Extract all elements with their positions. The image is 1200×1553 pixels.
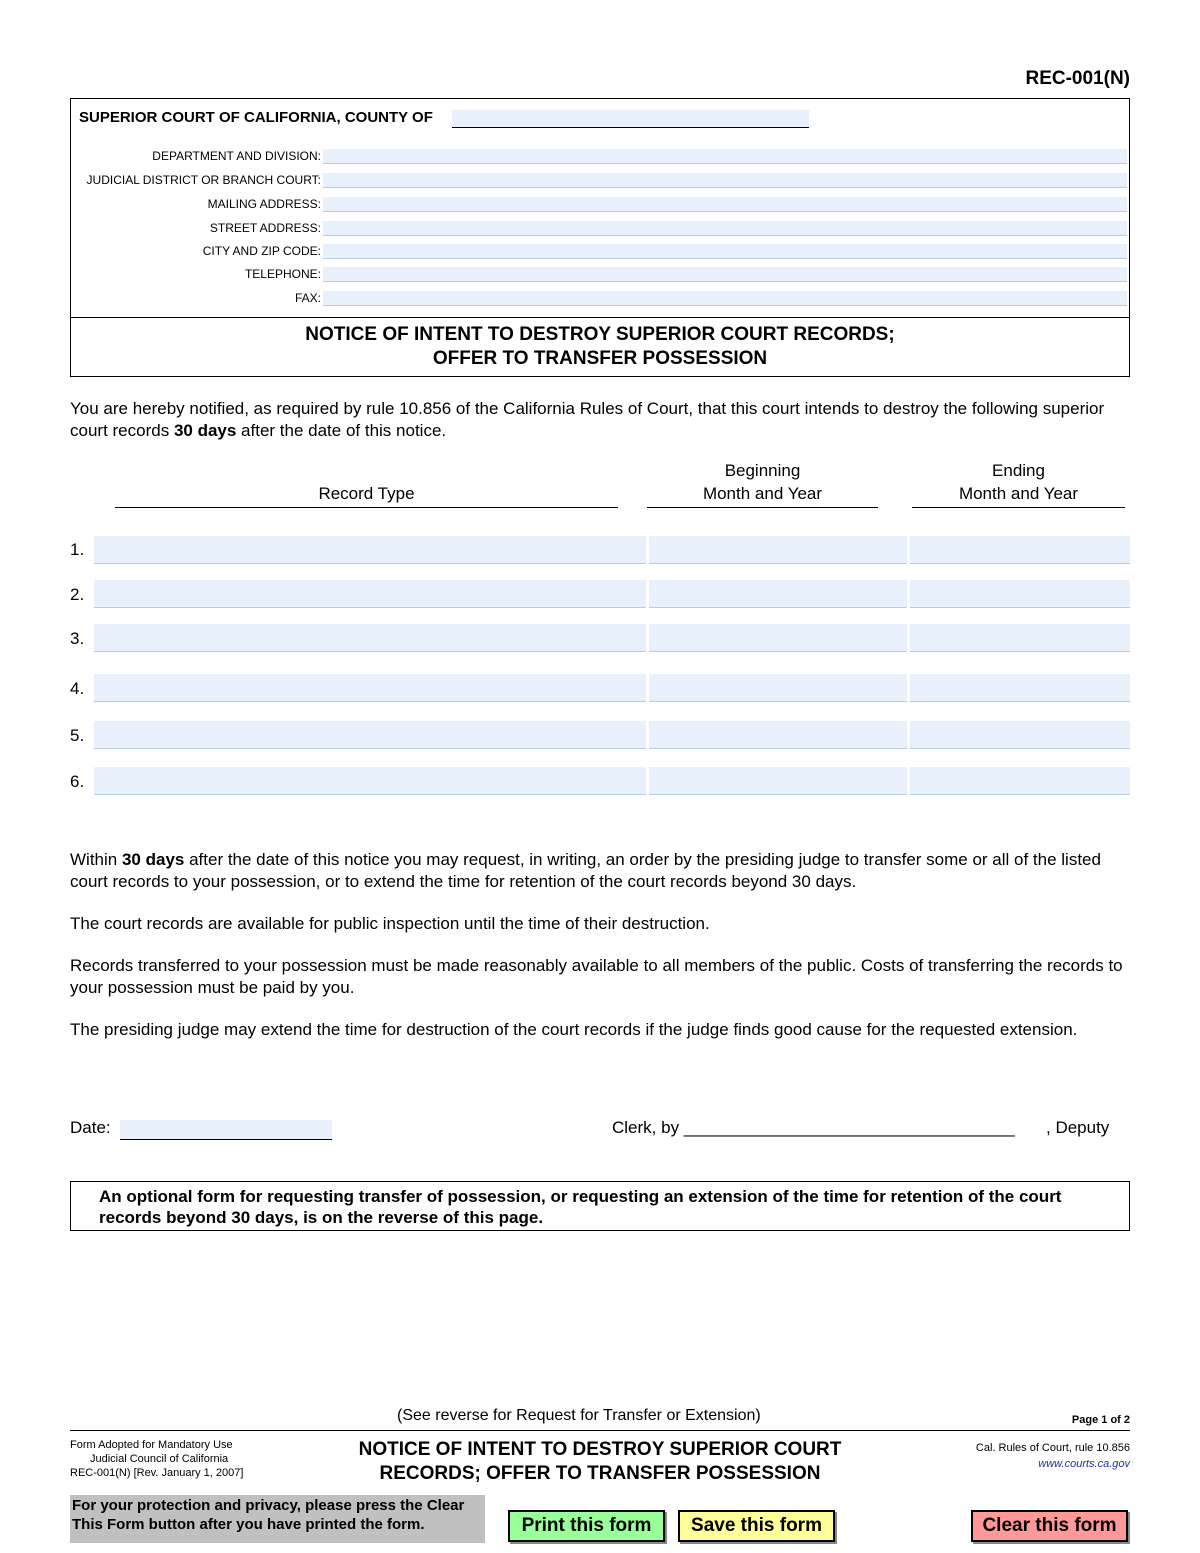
footer-title	[300, 1438, 900, 1486]
within-after: after the date of this notice you may request, in writing, an order by the presiding judge to transfer some or all of the listed court records to your possession, or to extend the time for retention of the court records beyond 30 days.	[70, 850, 1101, 891]
ending-date-field[interactable]	[910, 624, 1130, 652]
date-label: Date:	[70, 1118, 111, 1137]
street-address-field[interactable]	[323, 221, 1127, 236]
footer-divider	[70, 1430, 1130, 1431]
row-number: 4.	[70, 679, 85, 698]
row-number: 6.	[70, 772, 85, 791]
inspection-paragraph: The court records are available for public inspection until the time of their destruction.	[70, 914, 710, 933]
row-number: 5.	[70, 726, 85, 745]
ending-header-line	[912, 507, 1125, 508]
fax-label: FAX:	[294, 291, 321, 305]
telephone-label: TELEPHONE:	[244, 267, 321, 281]
beginning-date-field[interactable]	[649, 767, 907, 795]
city-zip-label: CITY AND ZIP CODE:	[202, 244, 321, 258]
branch-court-field[interactable]	[323, 173, 1127, 188]
fax-row	[71, 291, 1129, 307]
mailing-address-field[interactable]	[323, 197, 1127, 212]
record-row	[70, 580, 1130, 608]
extension-paragraph: The presiding judge may extend the time for destruction of the court records if the judge finds good cause for the requested extension.	[70, 1020, 1078, 1039]
print-form-button[interactable]: Print this form	[508, 1510, 665, 1542]
rule-citation: Cal. Rules of Court, rule 10.856	[975, 1442, 1130, 1454]
clerk-signature-line: Clerk, by ___________________________________	[612, 1118, 1015, 1137]
optional-form-notice-box	[70, 1181, 1130, 1231]
save-form-button[interactable]: Save this form	[678, 1510, 835, 1542]
document-title-line1: NOTICE OF INTENT TO DESTROY SUPERIOR COURT RECORDS;	[305, 324, 895, 345]
footer-title-line1: NOTICE OF INTENT TO DESTROY SUPERIOR COURT	[358, 1439, 842, 1460]
form-code: REC-001(N)	[1025, 68, 1130, 89]
document-title	[71, 323, 1129, 371]
record-row	[70, 624, 1130, 652]
ending-date-field[interactable]	[910, 767, 1130, 795]
beginning-date-field[interactable]	[649, 536, 907, 564]
ending-header	[912, 459, 1125, 505]
courts-website-link[interactable]: www.courts.ca.gov	[1038, 1458, 1130, 1470]
page-number: Page 1 of 2	[1071, 1414, 1130, 1426]
clear-form-button[interactable]: Clear this form	[971, 1510, 1128, 1542]
row-number: 2.	[70, 585, 85, 604]
branch-court-row	[71, 173, 1129, 189]
record-row	[70, 536, 1130, 564]
record-type-field[interactable]	[94, 767, 646, 795]
fax-field[interactable]	[323, 291, 1127, 306]
within-paragraph	[70, 849, 1132, 893]
beginning-header-line	[647, 507, 878, 508]
ending-date-field[interactable]	[910, 580, 1130, 608]
court-header-box	[70, 98, 1130, 377]
privacy-notice	[70, 1495, 485, 1543]
telephone-field[interactable]	[323, 267, 1127, 282]
record-row	[70, 767, 1130, 795]
optional-form-notice: An optional form for requesting transfer of possession, or requesting an extension of the time for retention of the court records beyond 30 days, is on the reverse of this page.	[99, 1187, 1062, 1227]
title-divider	[71, 317, 1129, 318]
street-address-label: STREET ADDRESS:	[209, 221, 321, 235]
beginning-date-field[interactable]	[649, 624, 907, 652]
telephone-row	[71, 267, 1129, 283]
adoption-info	[70, 1438, 270, 1480]
beginning-header-line1: Beginning	[724, 461, 801, 480]
department-label: DEPARTMENT AND DIVISION:	[152, 149, 321, 163]
department-row	[71, 149, 1129, 165]
adoption-line3: REC-001(N) [Rev. January 1, 2007]	[70, 1467, 244, 1479]
branch-court-label: JUDICIAL DISTRICT OR BRANCH COURT:	[86, 173, 321, 187]
date-field[interactable]	[120, 1120, 332, 1140]
record-row	[70, 721, 1130, 749]
record-type-field[interactable]	[94, 580, 646, 608]
record-type-field[interactable]	[94, 536, 646, 564]
mailing-address-row	[71, 197, 1129, 213]
privacy-line2: This Form button after you have printed the form.	[72, 1516, 425, 1533]
intro-text-before: You are hereby notified, as required by rule 10.856 of the California Rules of Court, that this court intends to destroy the following superior court records	[70, 399, 1105, 440]
beginning-header-line2: Month and Year	[702, 484, 823, 503]
street-address-row	[71, 221, 1129, 237]
within-before: Within	[70, 850, 122, 869]
privacy-line1: For your protection and privacy, please press the Clear	[72, 1497, 465, 1514]
ending-date-field[interactable]	[910, 674, 1130, 702]
footer-title-line2: RECORDS; OFFER TO TRANSFER POSSESSION	[379, 1463, 821, 1484]
record-row	[70, 674, 1130, 702]
intro-text-after: after the date of this notice.	[236, 421, 447, 440]
record-type-field[interactable]	[94, 624, 646, 652]
document-title-line2: OFFER TO TRANSFER POSSESSION	[432, 348, 768, 369]
department-field[interactable]	[323, 149, 1127, 164]
row-number: 1.	[70, 540, 85, 559]
record-type-header: Record Type	[318, 484, 415, 503]
ending-date-field[interactable]	[910, 536, 1130, 564]
ending-header-line2: Month and Year	[958, 484, 1079, 503]
city-zip-row	[71, 244, 1129, 260]
court-name-label: SUPERIOR COURT OF CALIFORNIA, COUNTY OF	[79, 109, 433, 126]
intro-bold: 30 days	[173, 421, 237, 440]
mailing-address-label: MAILING ADDRESS:	[207, 197, 321, 211]
record-type-header-line	[115, 507, 618, 508]
county-field[interactable]	[452, 110, 809, 128]
record-type-field[interactable]	[94, 721, 646, 749]
beginning-header	[647, 459, 878, 505]
row-number: 3.	[70, 629, 85, 648]
adoption-line1: Form Adopted for Mandatory Use	[70, 1439, 233, 1451]
see-reverse-note: (See reverse for Request for Transfer or Extension)	[397, 1407, 761, 1424]
adoption-line2: Judicial Council of California	[90, 1453, 229, 1465]
transfer-paragraph: Records transferred to your possession must be made reasonably available to all members of the public. Costs of transferring the records to your possession must be paid by you.	[70, 956, 1123, 997]
record-type-field[interactable]	[94, 674, 646, 702]
beginning-date-field[interactable]	[649, 721, 907, 749]
intro-paragraph	[70, 398, 1132, 442]
ending-date-field[interactable]	[910, 721, 1130, 749]
ending-header-line1: Ending	[992, 461, 1045, 480]
deputy-label: , Deputy	[1046, 1118, 1110, 1137]
beginning-date-field[interactable]	[649, 580, 907, 608]
beginning-date-field[interactable]	[649, 674, 907, 702]
city-zip-field[interactable]	[323, 244, 1127, 259]
within-bold: 30 days	[121, 850, 185, 869]
